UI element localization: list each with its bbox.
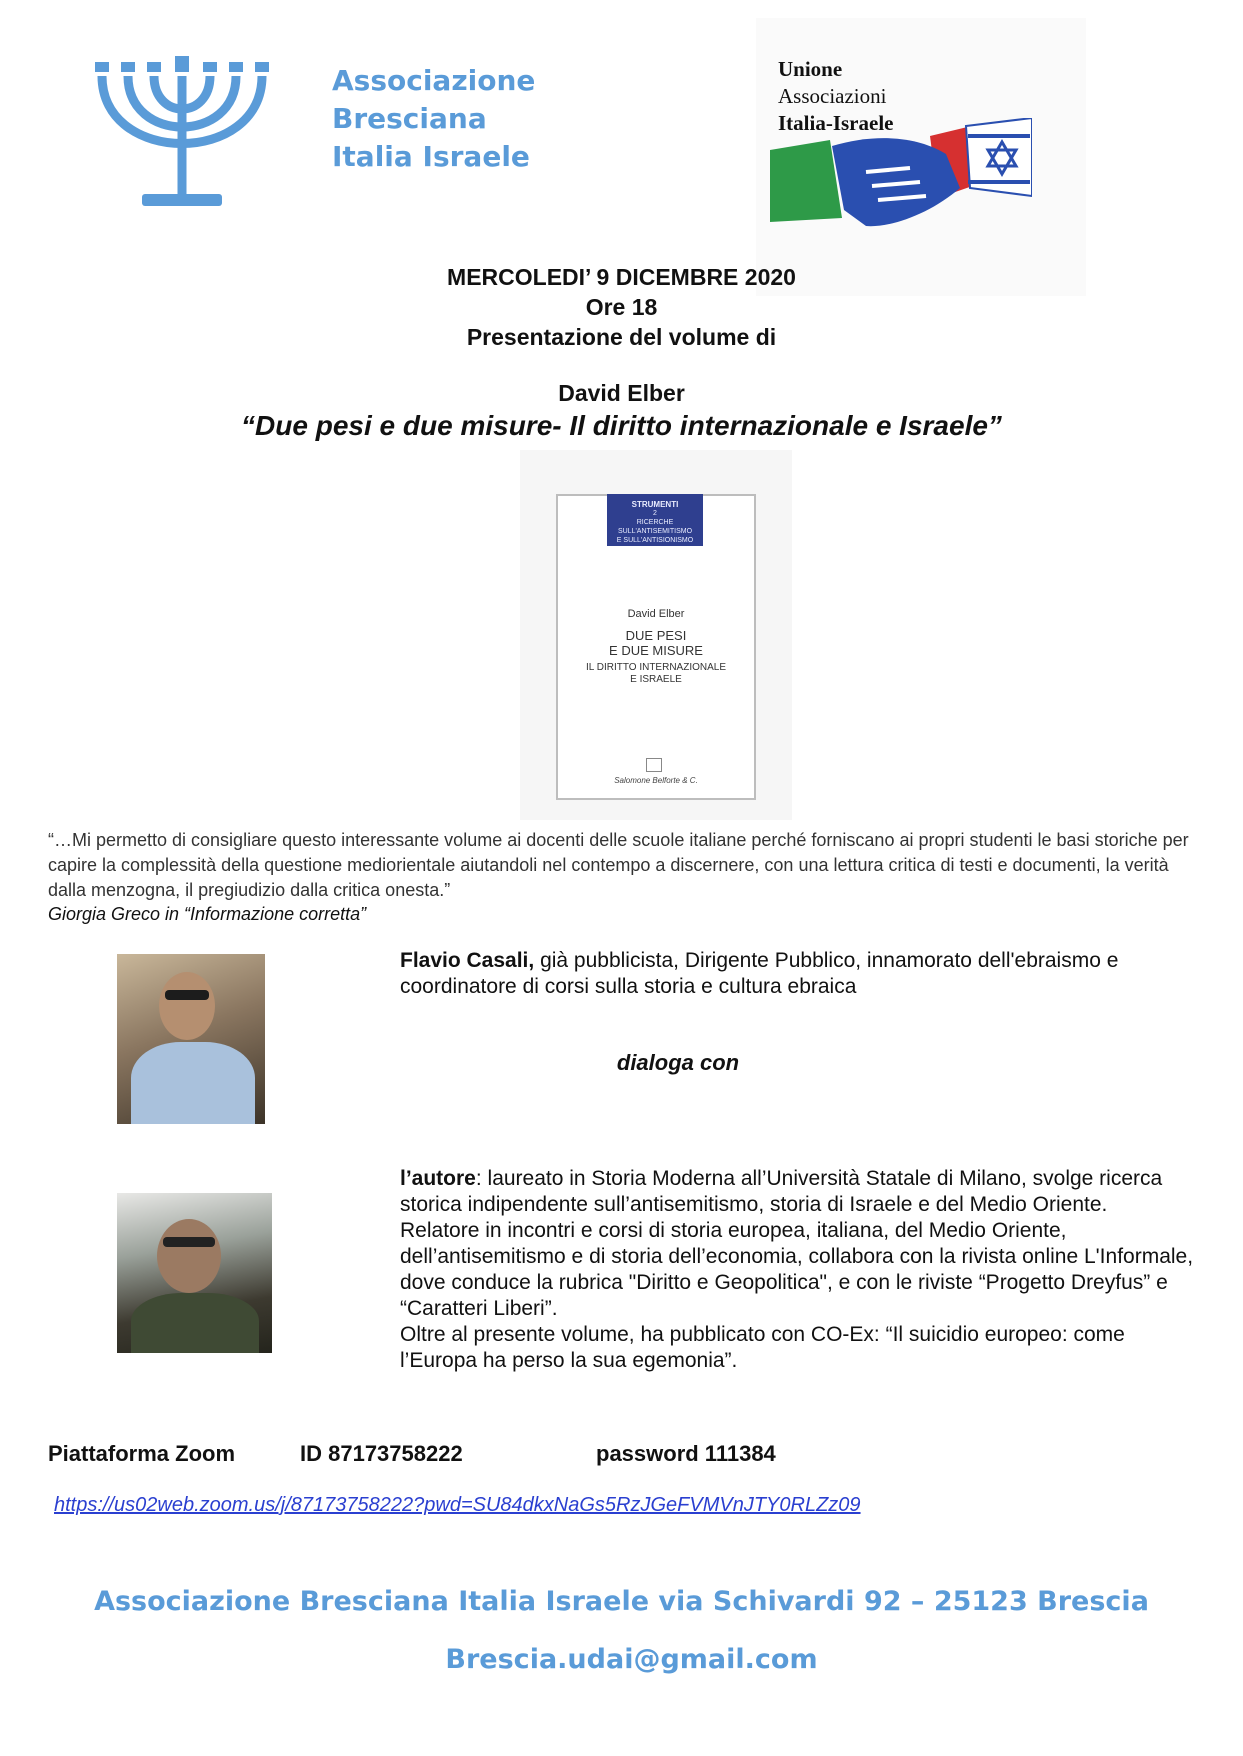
unione-line: Associazioni — [778, 84, 887, 108]
zoom-platform: Piattaforma Zoom — [48, 1441, 236, 1466]
casali-bio — [400, 948, 1200, 1000]
review-quote: “…Mi permetto di consigliare questo interessante volume ai docenti delle scuole italiane perché forniscano ai propri studenti le basi storiche per capire la complessità della questione mediorientale aiutandoli nel contempo a discernere, con una lettura critica di testi e documenti, la verità dalla menzogna, il pregiudizio dalla critica onesta.” — [48, 830, 1189, 900]
cover-subtitle — [556, 662, 756, 686]
cover-subtitle-line: IL DIRITTO INTERNAZIONALE — [585, 662, 727, 673]
cover-series-sub: RICERCHE — [636, 519, 674, 526]
cover-series: STRUMENTI — [631, 500, 679, 509]
glasses-icon — [165, 990, 209, 1000]
zoom-meeting-id: ID 87173758222 — [300, 1441, 463, 1466]
event-heading — [0, 262, 1243, 352]
zoom-password: password 111384 — [596, 1441, 776, 1466]
quote-source: Giorgia Greco in “Informazione corretta” — [48, 904, 367, 924]
author-label: l’autore — [400, 1167, 476, 1190]
association-name-line: Bresciana — [332, 102, 487, 135]
author-bio-text: : laureato in Storia Moderna all’Università Statale di Milano, svolge ricerca storica indipendente sull’antisemitismo, storia di Israele e del Medio Oriente. — [400, 1167, 1163, 1216]
author-bio-text: Relatore in incontri e corsi di storia europea, italiana, del Medio Oriente, dell’antisemitismo e di storia dell’economia, collabora con la rivista online L'Informale, dove conduce la rubrica "Diritto e Geopolitica", e con le riviste “Progetto Dreyfus” e “Caratteri Liberi”. — [400, 1219, 1194, 1320]
photo-shirt — [131, 1293, 259, 1353]
cover-series-number: 2 — [653, 510, 657, 517]
cover-title-line: DUE PESI — [625, 628, 687, 643]
casali-name: Flavio Casali, — [400, 949, 535, 972]
book-title: “Due pesi e due misure- Il diritto internazionale e Israele” — [241, 410, 1002, 441]
unione-line: Unione — [778, 57, 843, 81]
cover-title-line: E DUE MISURE — [609, 643, 703, 658]
author-bio-text: Oltre al presente volume, ha pubblicato con CO-Ex: “Il suicidio europeo: come l’Europa ha perso la sua egemonia”. — [400, 1323, 1125, 1372]
publisher-emblem-icon — [646, 758, 662, 772]
footer-email[interactable]: Brescia.udai@gmail.com — [445, 1644, 818, 1675]
association-name-line: Italia Israele — [332, 140, 530, 173]
author-bio — [400, 1166, 1200, 1374]
photo-face — [159, 972, 215, 1040]
cover-series-sub: SULL'ANTISEMITISMO — [617, 528, 693, 535]
dialoga-label: dialoga con — [616, 1050, 740, 1075]
book-cover-series-band — [607, 494, 703, 546]
zoom-link[interactable]: https://us02web.zoom.us/j/87173758222?pwd=SU84dkxNaGs5RzJGeFVMVnJTY0RLZz09 — [54, 1494, 861, 1516]
menorah-logo-icon — [92, 56, 272, 216]
photo-flavio-casali — [117, 954, 265, 1124]
photo-face — [157, 1219, 221, 1293]
cover-author: David Elber — [627, 608, 685, 620]
cover-title — [556, 628, 756, 658]
association-name — [332, 62, 535, 176]
book-author: David Elber — [558, 380, 685, 406]
photo-author — [117, 1193, 272, 1353]
cover-subtitle-line: E ISRAELE — [630, 674, 682, 685]
association-name-line: Associazione — [332, 64, 536, 97]
casali-bio-text: già pubblicista, Dirigente Pubblico, innamorato dell'ebraismo e coordinatore di corsi sulla storia e cultura ebraica — [400, 949, 1119, 998]
glasses-icon — [163, 1237, 215, 1247]
event-time: Ore 18 — [585, 294, 658, 320]
event-date: MERCOLEDI’ 9 DICEMBRE 2020 — [447, 264, 796, 290]
footer-address: Associazione Bresciana Italia Israele via Schivardi 92 – 25123 Brescia — [94, 1586, 1149, 1617]
event-intro: Presentazione del volume di — [466, 324, 777, 350]
cover-publisher: Salomone Belforte & C. — [614, 776, 698, 785]
handshake-flags-icon — [770, 118, 1032, 258]
unione-line: Italia-Israele — [778, 111, 894, 135]
cover-series-sub: E SULL'ANTISIONISMO — [616, 537, 694, 544]
